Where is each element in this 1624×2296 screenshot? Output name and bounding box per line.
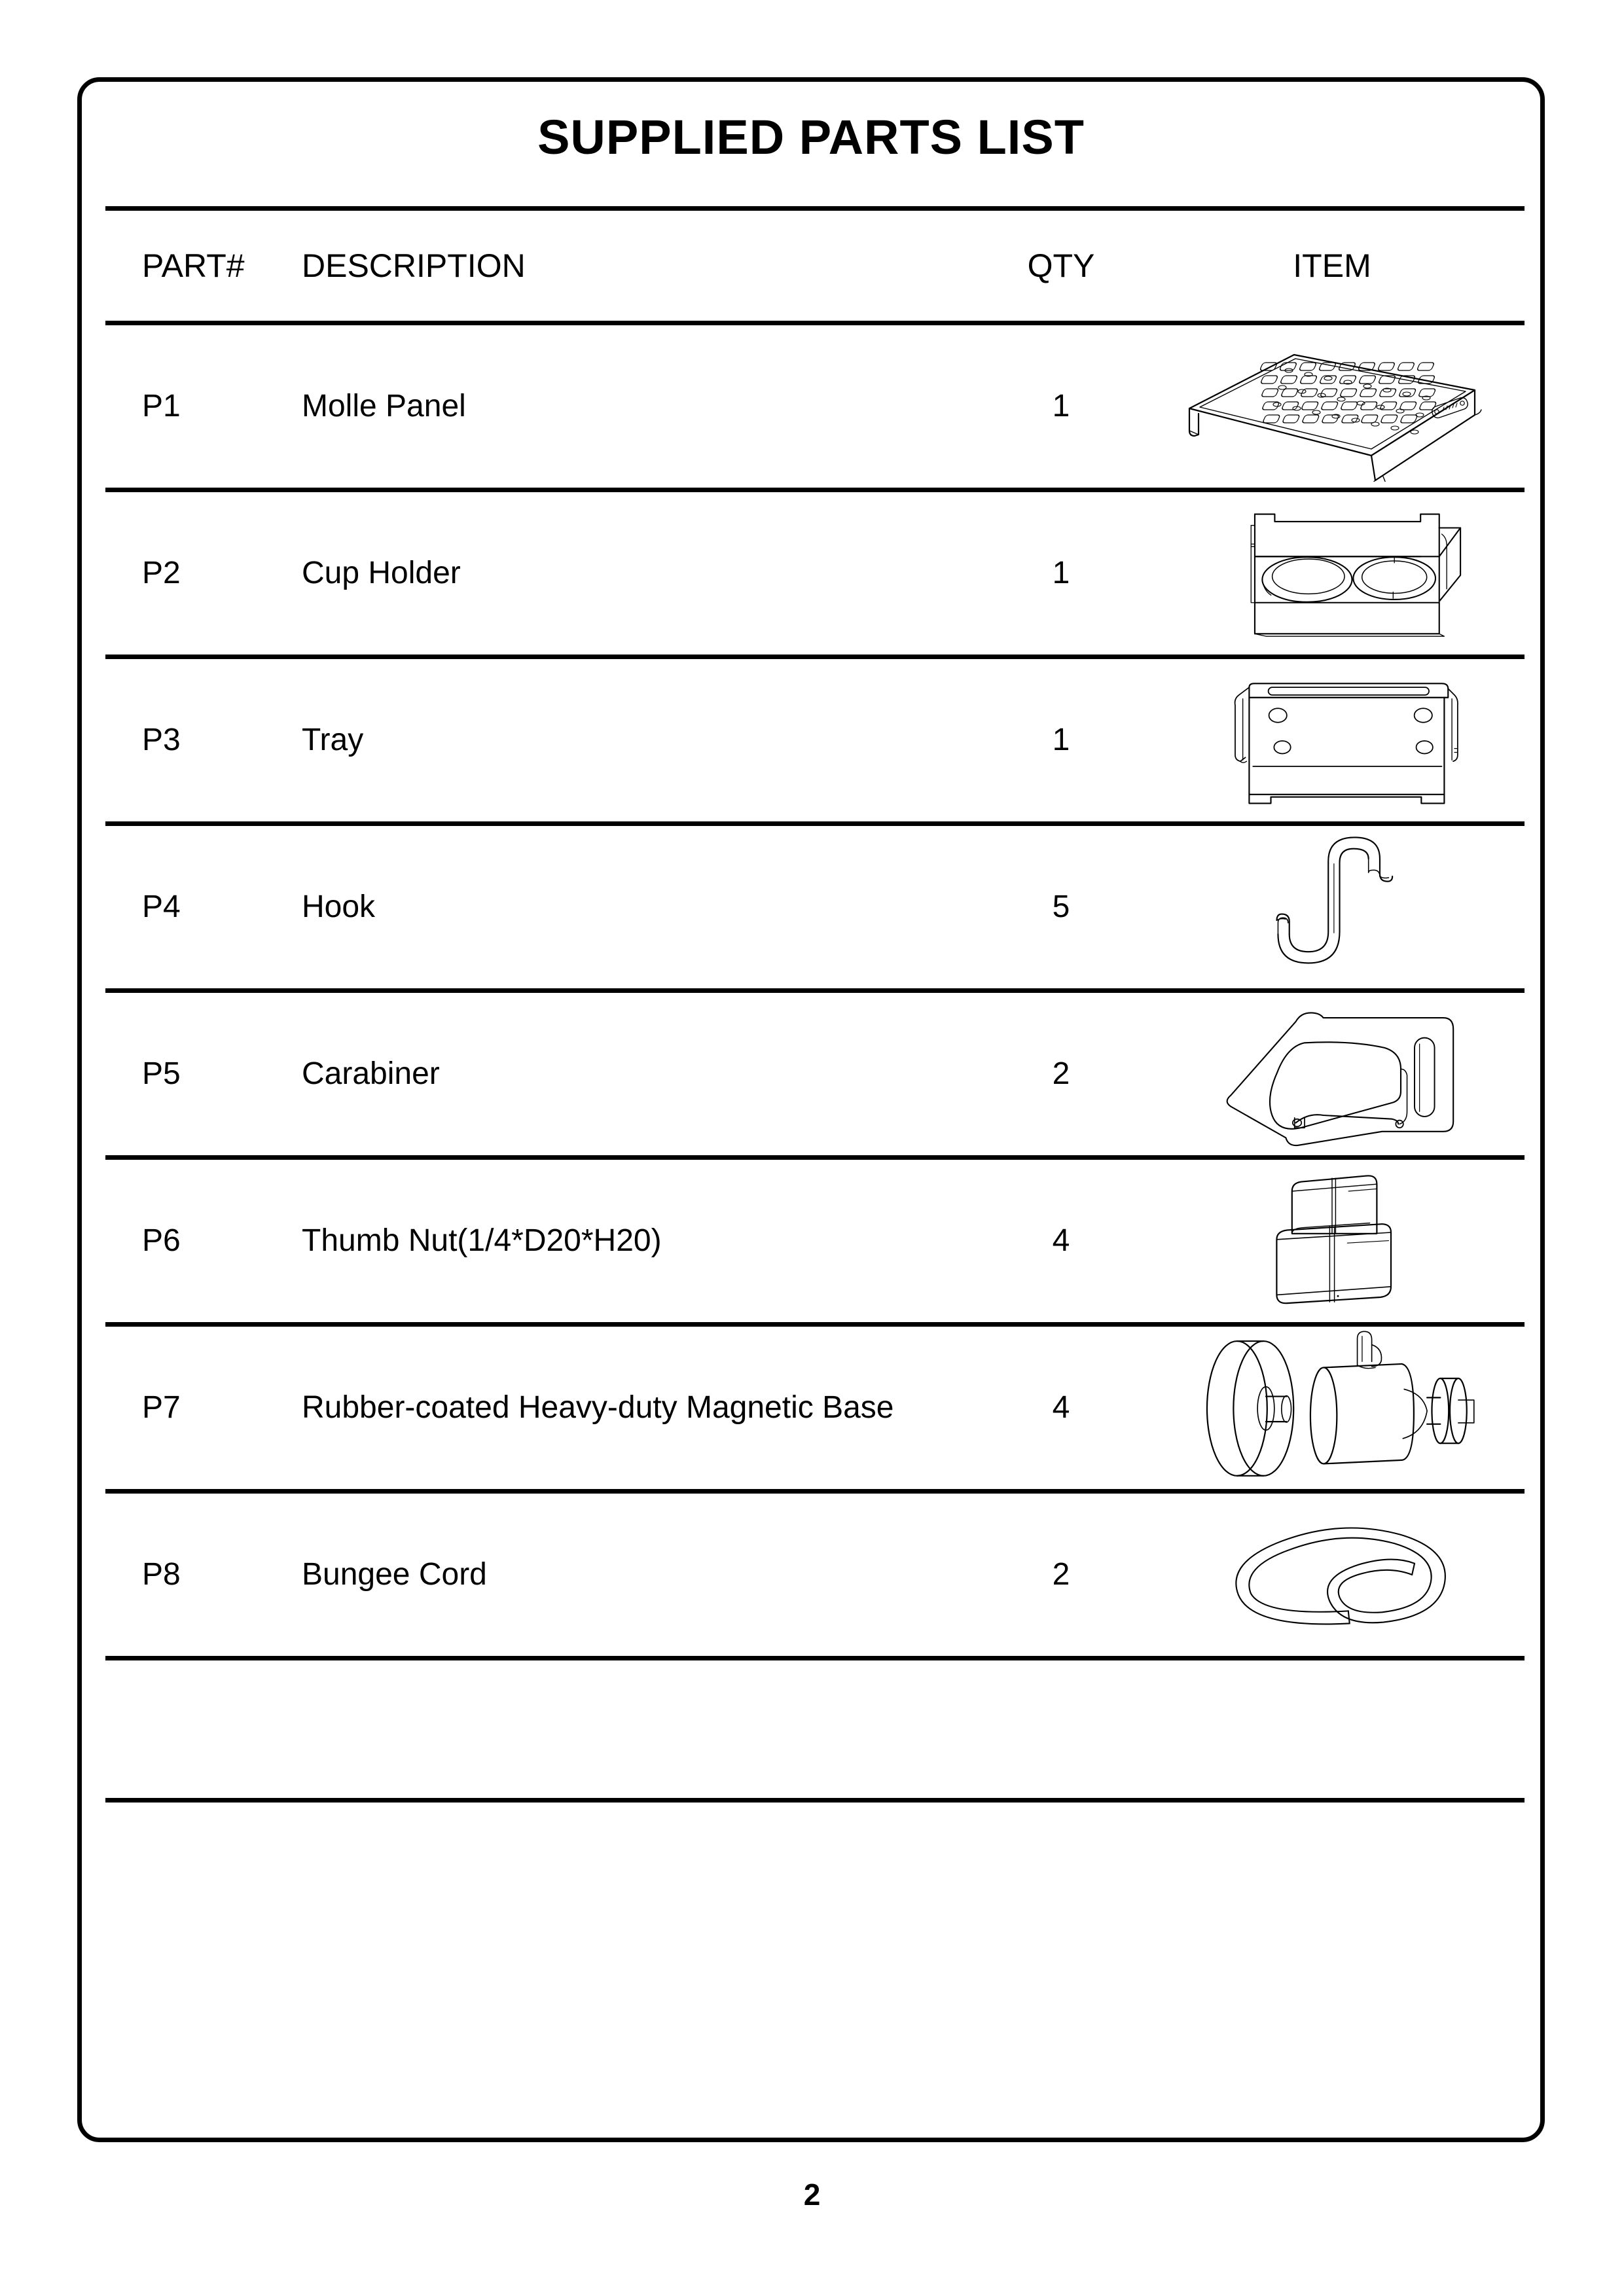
cell-part-number: P5 [142, 1056, 181, 1091]
cell-quantity: 1 [1052, 555, 1070, 590]
cell-item-image [1140, 659, 1525, 821]
row-rule [105, 1322, 1525, 1327]
row-rule [105, 821, 1525, 826]
cell-description: Cup Holder [302, 555, 461, 590]
carabiner-icon [1140, 993, 1525, 1155]
cell-description: Thumb Nut(1/4*D20*H20) [302, 1223, 662, 1258]
cell-item-image [1140, 1327, 1525, 1489]
row-rule [105, 488, 1525, 492]
table-header-row [105, 211, 1525, 321]
row-rule [105, 988, 1525, 993]
table-row [105, 1160, 1525, 1322]
cell-part-number: P2 [142, 555, 181, 590]
table-row [105, 659, 1525, 821]
table-row [105, 993, 1525, 1155]
molle-panel-icon [1140, 325, 1525, 488]
cell-quantity: 2 [1052, 1056, 1070, 1091]
table-row [105, 492, 1525, 655]
thumb-nut-icon [1140, 1160, 1525, 1322]
table-row-blank [105, 1660, 1525, 1798]
cell-item-image [1140, 325, 1525, 488]
table-row-blank [105, 1803, 1525, 1940]
cell-part-number: P7 [142, 1390, 181, 1425]
s-hook-icon [1140, 826, 1525, 988]
cell-description: Molle Panel [302, 388, 466, 423]
cell-description: Rubber-coated Heavy-duty Magnetic Base [302, 1390, 894, 1425]
table-row [105, 1327, 1525, 1489]
cell-item-image [1140, 993, 1525, 1155]
table-row [105, 1494, 1525, 1656]
cup-holder-icon [1140, 492, 1525, 655]
row-rule [105, 655, 1525, 659]
cell-quantity: 1 [1052, 722, 1070, 757]
cell-quantity: 4 [1052, 1223, 1070, 1258]
cell-description: Bungee Cord [302, 1556, 487, 1592]
row-rule [105, 1798, 1525, 1803]
cell-item-image [1140, 1160, 1525, 1322]
tray-icon [1140, 659, 1525, 821]
cell-part-number: P1 [142, 388, 181, 423]
cell-quantity: 5 [1052, 889, 1070, 924]
row-rule [105, 1656, 1525, 1660]
cell-part-number: P6 [142, 1223, 181, 1258]
column-header-qty: QTY [1027, 247, 1095, 284]
cell-part-number: P4 [142, 889, 181, 924]
table-header-bottom-rule [105, 321, 1525, 325]
magnetic-base-icon [1140, 1327, 1525, 1489]
cell-item-image [1140, 492, 1525, 655]
table-row [105, 325, 1525, 488]
cell-item-image [1140, 826, 1525, 988]
column-header-description: DESCRIPTION [302, 247, 526, 284]
page-number: 2 [803, 2178, 821, 2212]
page-title: SUPPLIED PARTS LIST [537, 110, 1085, 164]
cell-quantity: 1 [1052, 388, 1070, 423]
row-rule [105, 1155, 1525, 1160]
row-rule [105, 1489, 1525, 1494]
page-border-frame [77, 77, 1545, 2142]
table-row [105, 826, 1525, 988]
cell-quantity: 2 [1052, 1556, 1070, 1592]
cell-description: Carabiner [302, 1056, 440, 1091]
column-header-part: PART# [142, 247, 245, 284]
cell-description: Tray [302, 722, 364, 757]
column-header-item: ITEM [1293, 247, 1371, 284]
cell-description: Hook [302, 889, 376, 924]
cell-part-number: P3 [142, 722, 181, 757]
supplied-parts-table [105, 206, 1525, 1940]
cell-item-image [1140, 1494, 1525, 1656]
cell-part-number: P8 [142, 1556, 181, 1592]
table-top-rule [105, 206, 1525, 211]
bungee-cord-icon [1140, 1494, 1525, 1656]
cell-quantity: 4 [1052, 1390, 1070, 1425]
